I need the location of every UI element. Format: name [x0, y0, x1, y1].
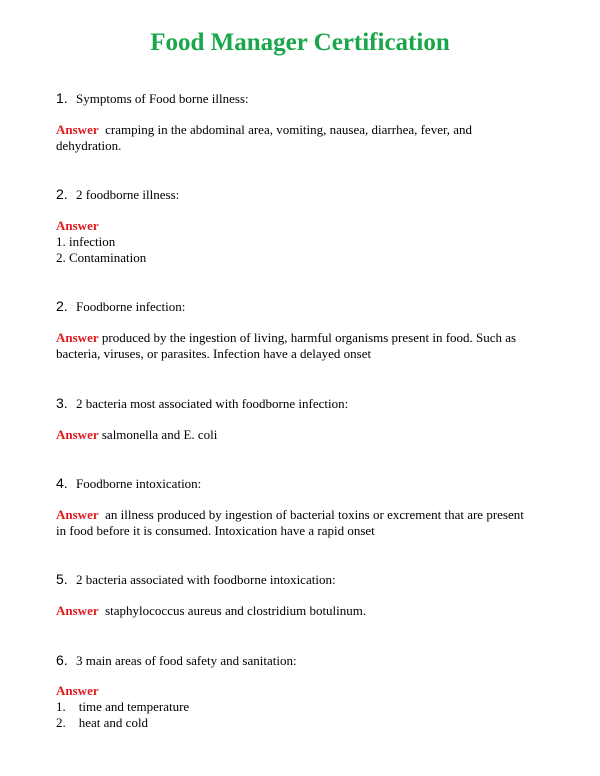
- answer-2: [56, 218, 556, 266]
- answer-label: Answer: [56, 330, 99, 345]
- answer-4: [56, 427, 556, 443]
- answer-3: [56, 330, 556, 362]
- question-text: Foodborne intoxication:: [76, 476, 202, 491]
- answer-list-item: 2. heat and cold: [56, 715, 149, 730]
- answer-list-item: 2. Contamination: [56, 250, 147, 265]
- question-number: 1.: [56, 90, 68, 106]
- question-text: Foodborne infection:: [76, 299, 186, 314]
- answer-text: produced by the ingestion of living, harmful organisms present in food. Such as: [101, 330, 517, 345]
- question-text: 3 main areas of food safety and sanitation:: [76, 653, 297, 668]
- answer-6: [56, 603, 556, 619]
- answer-list-item: 1. time and temperature: [56, 699, 190, 714]
- answer-list-item: 1. infection: [56, 234, 116, 249]
- question-number: 3.: [56, 395, 68, 411]
- answer-label: Answer: [56, 603, 99, 618]
- question-2: [56, 185, 179, 204]
- answer-text: salmonella and E. coli: [101, 427, 218, 442]
- answer-7: [56, 683, 556, 731]
- question-5: [56, 474, 201, 493]
- question-number: 4.: [56, 475, 68, 491]
- question-3: [56, 297, 185, 316]
- answer-label: Answer: [56, 683, 99, 698]
- question-text: 2 bacteria associated with foodborne intoxication:: [76, 572, 336, 587]
- answer-text-continued: dehydration.: [56, 138, 122, 153]
- answer-label: Answer: [56, 218, 99, 233]
- answer-label: Answer: [56, 427, 99, 442]
- answer-label: Answer: [56, 122, 99, 137]
- answer-text-continued: in food before it is consumed. Intoxication have a rapid onset: [56, 523, 375, 538]
- answer-text: an illness produced by ingestion of bacterial toxins or excrement that are present: [105, 507, 524, 522]
- question-text: 2 foodborne illness:: [76, 187, 180, 202]
- question-number: 6.: [56, 652, 68, 668]
- question-1: [56, 89, 249, 108]
- question-6: [56, 570, 336, 589]
- page-title: Food Manager Certification: [150, 29, 450, 56]
- question-7: [56, 651, 297, 670]
- question-number: 5.: [56, 571, 68, 587]
- answer-1: [56, 122, 556, 154]
- answer-5: [56, 507, 556, 539]
- answer-text: cramping in the abdominal area, vomiting, nausea, diarrhea, fever, and: [105, 122, 473, 137]
- question-text: 2 bacteria most associated with foodborne infection:: [76, 396, 349, 411]
- question-text: Symptoms of Food borne illness:: [76, 91, 249, 106]
- answer-label: Answer: [56, 507, 99, 522]
- question-4: [56, 394, 348, 413]
- question-number: 2.: [56, 186, 68, 202]
- answer-text: staphylococcus aureus and clostridium botulinum.: [105, 603, 367, 618]
- question-number: 2.: [56, 298, 68, 314]
- answer-text-continued: bacteria, viruses, or parasites. Infection have a delayed onset: [56, 346, 372, 361]
